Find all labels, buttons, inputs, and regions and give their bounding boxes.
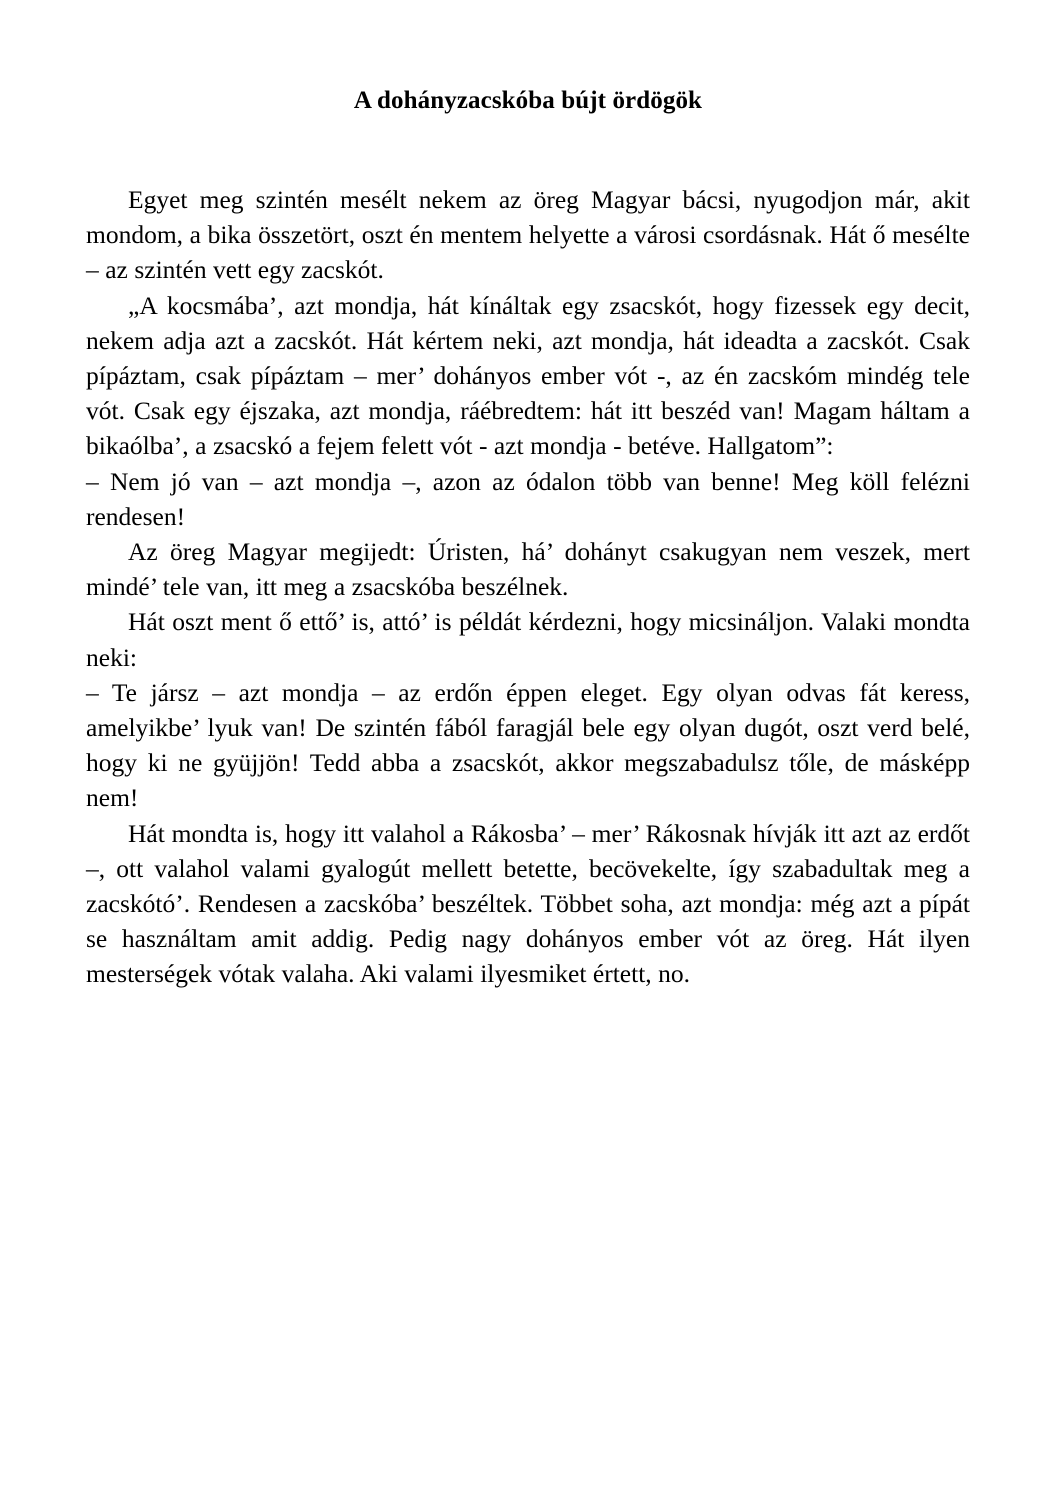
dialogue-paragraph: – Nem jó van – azt mondja –, azon az ódalon több van benne! Meg köll felézni rendesen! [86, 466, 970, 531]
dialogue-paragraph: – Te jársz – azt mondja – az erdőn éppen eleget. Egy olyan odvas fát keress, amelyikbe’ lyuk van! De szintén fából faragjál bele egy olyan dugót, oszt verd belé, hogy ki ne gyüjjön! Tedd abba a zsacskót, akkor megszabadulsz tőle, de másképp nem! [86, 677, 970, 813]
paragraph: „A kocsmába’, azt mondja, hát kínáltak egy zsacskót, hogy fizessek egy decit, nekem adja azt a zacskót. Hát kértem neki, azt mondja, hát ideadta a zacskót. Csak pípáztam, csak pípáztam – mer’ dohányos ember vót -, az én zacskóm mindég tele vót. Csak egy éjszaka, azt mondja, ráébredtem: hát itt beszéd van! Magam háltam a bikaólba’, a zsacskó a fejem felett vót - azt mondja - betéve. Hallgatom”: [86, 290, 970, 461]
paragraph: Hát mondta is, hogy itt valahol a Rákosba’ – mer’ Rákosnak hívják itt azt az erdőt –, ott valahol valami gyalogút mellett betette, becövekelte, így szabadultak meg a zacskótó’. Rendesen a zacskóba’ beszéltek. Többet soha, azt mondja: még azt a pípát se használtam amit addig. Pedig nagy dohányos ember vót az öreg. Hát ilyen mesterségek vótak valaha. Aki valami ilyesmiket értett, no. [86, 818, 970, 989]
body-text [86, 182, 970, 992]
paragraph: Hát oszt ment ő ettő’ is, attó’ is példát kérdezni, hogy micsináljon. Valaki mondta neki: [86, 607, 970, 672]
paragraph: Egyet meg szintén mesélt nekem az öreg Magyar bácsi, nyugodjon már, akit mondom, a bika összetört, oszt én mentem helyette a városi csordásnak. Hát ő mesélte – az szintén vett egy zacskót. [86, 185, 970, 285]
page-content [86, 0, 970, 992]
page-title: A dohányzacskóba bújt ördögök [353, 87, 703, 114]
paragraph: Az öreg Magyar megijedt: Úristen, há’ dohányt csakugyan nem veszek, mert mindé’ tele van, itt meg a zsacskóba beszélnek. [86, 537, 970, 602]
